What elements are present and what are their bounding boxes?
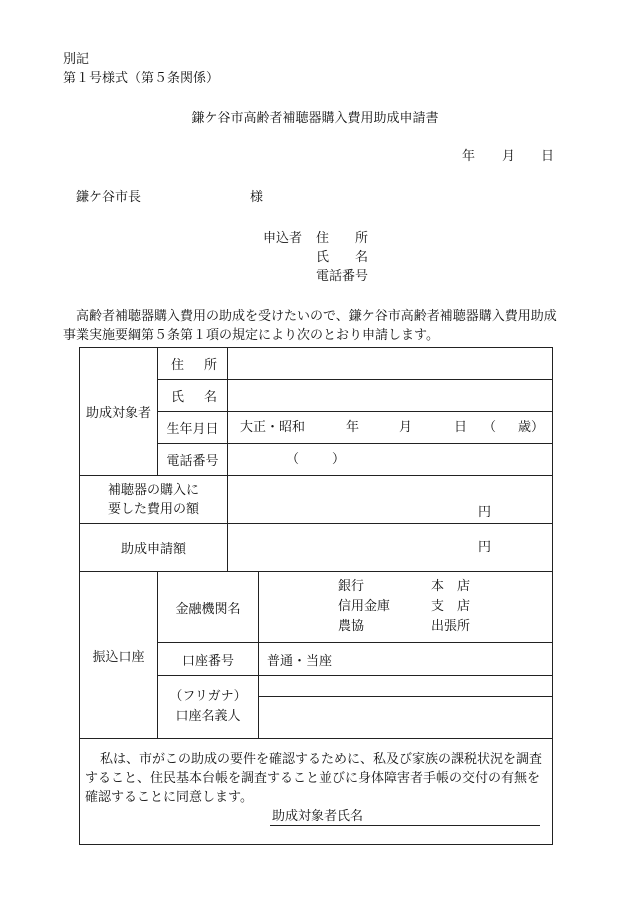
document-title: 鎌ケ谷市高齢者補聴器購入費用助成申請書 xyxy=(191,111,439,126)
name-label-cell: 氏 名 xyxy=(158,380,228,412)
dob-age-open: （ xyxy=(483,419,497,435)
applicant-name-label: 氏 名 xyxy=(316,250,368,265)
application-form-table xyxy=(79,347,553,845)
bank-label-cell: 振込口座 xyxy=(80,572,158,739)
account-number-field[interactable] xyxy=(259,643,553,676)
fin-inst-label-cell: 金融機関名 xyxy=(158,572,259,643)
dob-age-close: 歳） xyxy=(518,419,545,435)
date-day-label: 日 xyxy=(541,149,555,164)
subject-label: 助成対象者 xyxy=(85,406,151,421)
holder-name-field[interactable] xyxy=(259,697,553,739)
dob-year-label: 年 xyxy=(346,419,360,435)
purchase-cost-field[interactable] xyxy=(228,476,553,524)
intro-line-1: 高齢者補聴器購入費用の助成を受けたいので、鎌ケ谷市高齢者補聴器購入費用助成 xyxy=(76,309,557,324)
grant-yen-label: 円 xyxy=(478,539,492,555)
consent-cell xyxy=(80,739,553,845)
consent-line-2: すること、住民基本台帳を調査すること並びに身体障害者手帳の交付の有無を xyxy=(85,771,541,786)
holder-label: 口座名義人 xyxy=(175,709,241,724)
cost-label-line-2: 要した費用の額 xyxy=(107,501,199,517)
cost-label-cell xyxy=(80,476,228,524)
subject-address-field[interactable] xyxy=(228,348,553,380)
signature-line[interactable] xyxy=(270,825,540,826)
applicant-phone-label: 電話番号 xyxy=(316,269,369,284)
dob-era: 大正・昭和 xyxy=(240,419,306,435)
form-number: 第１号様式（第５条関係） xyxy=(63,71,220,86)
bank-type-bank: 銀行 xyxy=(338,579,365,594)
financial-institution-field[interactable] xyxy=(259,572,553,643)
date-year-label: 年 xyxy=(462,149,476,164)
holder-furigana-field[interactable] xyxy=(259,676,553,697)
addressee-name: 鎌ケ谷市長 xyxy=(76,190,142,205)
signature-label: 助成対象者氏名 xyxy=(272,809,364,824)
address-label-cell: 住 所 xyxy=(158,348,228,380)
holder-label-cell xyxy=(158,676,259,739)
grant-amount-field[interactable] xyxy=(228,524,553,572)
applicant-label: 申込者 xyxy=(263,231,303,246)
addressee-honorific: 様 xyxy=(250,190,264,205)
bank-type-nokyo: 農協 xyxy=(338,619,365,634)
phone-paren-close: ） xyxy=(332,451,346,467)
furigana-label: （フリガナ） xyxy=(169,689,247,704)
branch-type-main: 本 店 xyxy=(431,579,471,594)
subject-phone-field[interactable] xyxy=(228,444,553,476)
branch-type-branch: 支 店 xyxy=(431,599,471,614)
intro-line-2: 事業実施要綱第５条第１項の規定により次のとおり申請します。 xyxy=(63,328,439,343)
subject-name-field[interactable] xyxy=(228,380,553,412)
appendix-label: 別記 xyxy=(63,52,90,67)
consent-line-1: 私は、市がこの助成の要件を確認するために、私及び家族の課税状況を調査 xyxy=(100,752,543,767)
applicant-address-label: 住 所 xyxy=(316,231,368,246)
grant-label-cell: 助成申請額 xyxy=(80,524,228,572)
account-no-label-cell: 口座番号 xyxy=(158,643,259,676)
subject-label-cell xyxy=(80,348,158,476)
cost-label-line-1: 補聴器の購入に xyxy=(107,482,199,498)
bank-type-shinkin: 信用金庫 xyxy=(338,599,391,614)
branch-type-office: 出張所 xyxy=(431,619,471,634)
phone-label-cell: 電話番号 xyxy=(158,444,228,476)
dob-label-cell: 生年月日 xyxy=(158,412,228,444)
account-type: 普通・当座 xyxy=(267,653,333,669)
cost-yen-label: 円 xyxy=(478,504,492,520)
date-month-label: 月 xyxy=(502,149,516,164)
dob-month-label: 月 xyxy=(399,419,413,435)
subject-dob-field[interactable] xyxy=(228,412,553,444)
consent-line-3: 確認することに同意します。 xyxy=(85,790,253,805)
phone-paren-open: （ xyxy=(286,451,300,467)
dob-day-label: 日 xyxy=(454,419,468,435)
